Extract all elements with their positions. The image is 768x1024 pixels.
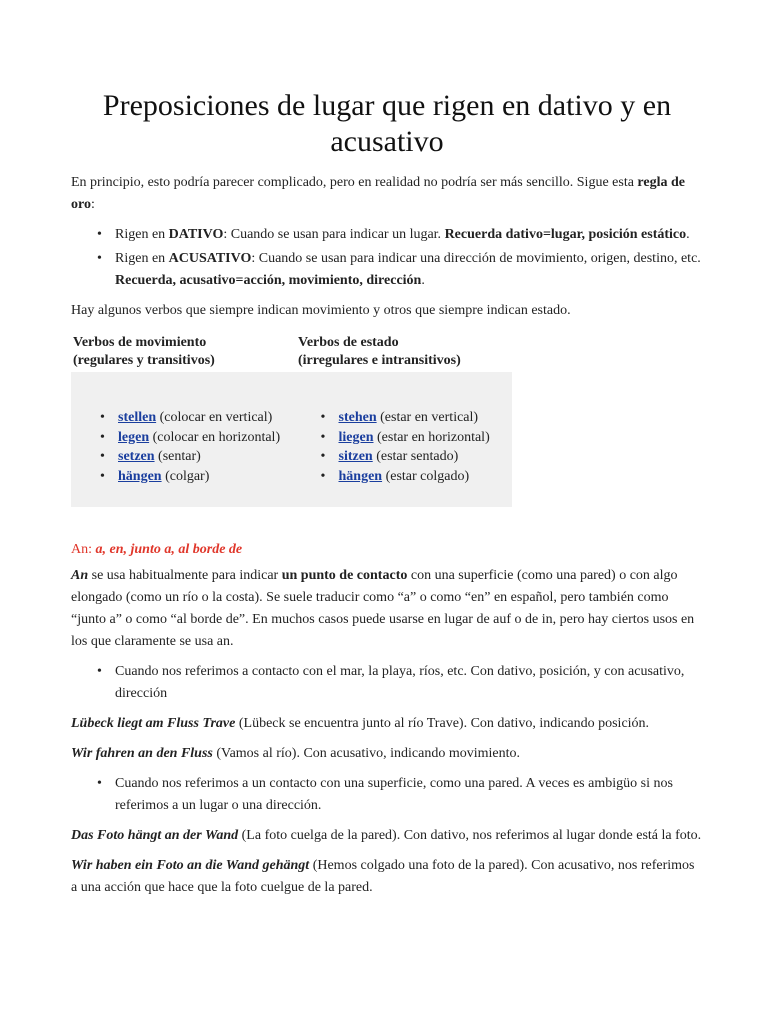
verbs-table-header: [71, 334, 703, 370]
an-bullet-list-1: [97, 661, 703, 705]
an-bullet-list-2: [97, 773, 703, 817]
rule-dative: • Rigen en DATIVO: Cuando se usan para indicar un lugar. Recuerda dativo=lugar, posición estático.: [97, 224, 703, 246]
verb-link-legen[interactable]: legen: [118, 429, 150, 445]
document-page: [71, 88, 703, 907]
page-title: Preposiciones de lugar que rigen en dativo y en acusativo: [102, 89, 672, 158]
an-paragraph: An se usa habitualmente para indicar un punto de contacto con una superficie (como una pared) o con algo elongado (como un río o la costa). Se suele traducir como “a” o como “en” en español, pero también como “junto a” o como “al borde de”. En muchos casos puede usarse en lugar de auf o de in, pero hay ciertos usos en los que claramente se usa an.: [71, 568, 695, 649]
state-verbs-list: [292, 408, 513, 507]
verb-link-haengen-state[interactable]: hängen: [338, 468, 383, 484]
verb-link-stehen[interactable]: stehen: [338, 410, 377, 425]
rule-accusative: • Rigen en ACUSATIVO: Cuando se usan para indicar una dirección de movimiento, origen, destino, etc. Recuerda, acusativo=acción, movimiento, dirección.: [97, 248, 703, 292]
example-sentence: Wir haben ein Foto an die Wand gehängt (Hemos colgado una foto de la pared). Con acusativo, nos referimos a una acción que hace que la foto cuelgue de la pared.: [71, 858, 695, 895]
list-item: • setzen (sentar): [100, 447, 292, 467]
list-item: • hängen (estar colgado): [321, 467, 513, 487]
section-heading-an: An: a, en, junto a, al borde de: [71, 542, 243, 557]
verb-link-liegen[interactable]: liegen: [338, 429, 374, 445]
intro-paragraph: En principio, esto podría parecer complicado, pero en realidad no podría ser más sencillo. Sigue esta regla de oro:: [71, 175, 685, 212]
example-sentence: Wir fahren an den Fluss (Vamos al río). Con acusativo, indicando movimiento.: [71, 746, 521, 761]
list-item: • stehen (estar en vertical): [321, 408, 513, 428]
verb-link-stellen[interactable]: stellen: [118, 410, 157, 425]
movement-header: Verbos de movimiento (regulares y transitivos): [73, 335, 215, 368]
example-sentence: Das Foto hängt an der Wand (La foto cuelga de la pared). Con dativo, nos referimos al lugar donde está la foto.: [71, 828, 702, 843]
movement-verbs-list: [71, 408, 292, 507]
list-item: • hängen (colgar): [100, 467, 292, 487]
golden-rule-label: regla de oro: [71, 175, 685, 212]
list-item: • liegen (estar en horizontal): [321, 428, 513, 448]
list-item: • stellen (colocar en vertical): [100, 408, 292, 428]
example-sentence: Lübeck liegt am Fluss Trave (Lübeck se encuentra junto al río Trave). Con dativo, indicando posición.: [71, 716, 650, 731]
list-item: • sitzen (estar sentado): [321, 447, 513, 467]
verbs-table-body: [71, 372, 512, 507]
list-item: • legen (colocar en horizontal): [100, 428, 292, 448]
verbs-intro: Hay algunos verbos que siempre indican movimiento y otros que siempre indican estado.: [71, 303, 571, 318]
verb-link-setzen[interactable]: setzen: [118, 449, 155, 464]
list-item: • Cuando nos referimos a un contacto con una superficie, como una pared. A veces es ambigüo si nos referimos a un lugar o una dirección.: [97, 773, 703, 817]
verb-link-sitzen[interactable]: sitzen: [338, 449, 373, 464]
verb-link-haengen[interactable]: hängen: [118, 468, 162, 484]
state-header: Verbos de estado (irregulares e intransitivos): [298, 335, 461, 368]
rules-list: [97, 224, 703, 292]
list-item: • Cuando nos referimos a contacto con el mar, la playa, ríos, etc. Con dativo, posición, y con acusativo, dirección: [97, 661, 703, 705]
